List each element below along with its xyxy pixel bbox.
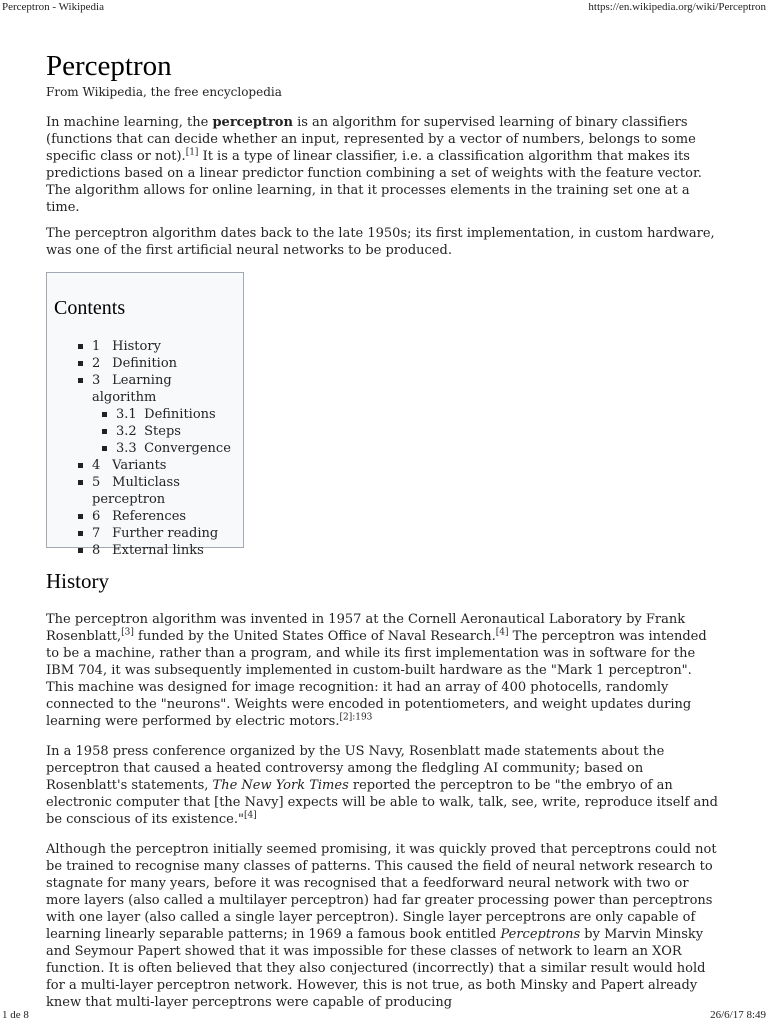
page-number: 1 de 8 [2,1009,29,1021]
toc-title: Contents [54,297,126,319]
toc-item[interactable] [76,355,235,372]
toc-num: 6 [92,509,101,524]
toc-label: Further reading [112,526,219,541]
toc-num: 3 [92,373,101,388]
toc-subitem[interactable] [100,423,235,440]
page-url[interactable]: https://en.wikipedia.org/wiki/Perceptron [588,1,766,13]
ref-4[interactable]: [4] [495,627,509,638]
ref-1[interactable]: [1] [185,147,199,158]
tagline: From Wikipedia, the free encyclopedia [46,85,282,99]
text-run: reported the perceptron to be "the embryo of an electronic computer that [the Navy] expects will be able to walk, talk, see, write, reproduce itself and be conscious of its existence." [46,778,718,827]
history-paragraph-2 [46,743,722,828]
toc-item[interactable] [76,542,235,559]
toc-num: 1 [92,339,101,354]
toc-subitem[interactable] [100,440,235,457]
text-run: funded by the United States Office of Naval Research. [133,629,496,644]
print-timestamp: 26/6/17 8:49 [710,1009,766,1021]
toc-num: 5 [92,475,101,490]
table-of-contents [46,272,244,558]
toc-label: Definitions [144,407,216,422]
text-run: In machine learning, the [46,115,213,130]
toc-item[interactable] [76,338,235,355]
toc-item[interactable] [76,457,235,474]
toc-subitem[interactable] [100,406,235,423]
toc-label: Steps [144,424,181,439]
intro-paragraph-1 [46,114,722,216]
italic-title: Perceptrons [500,927,581,942]
toc-sublist [92,406,235,457]
intro-paragraph-2: The perceptron algorithm dates back to the late 1950s; its first implementation, in custom hardware, was one of the first artificial neural networks to be produced. [46,226,715,258]
history-heading: History [46,569,109,593]
tab-title: Perceptron - Wikipedia [2,1,104,13]
toc-num: 3.2 [116,424,137,439]
ref-3[interactable]: [3] [121,627,134,638]
text-run: is an algorithm for supervised learning of binary classifiers (functions that can decide whether an input, represented by a vector of numbers, belongs to some specific class or not). [46,115,696,164]
text-run: It is a type of linear classifier, i.e. a classification algorithm that makes its predictions based on a linear predictor function combining a set of weights with the feature vector. The algorithm allows for online learning, in that it processes elements in the training set one at a time. [46,149,702,215]
toc-item[interactable] [76,508,235,525]
toc-label: External links [112,543,204,558]
toc-list [54,338,235,559]
ref-4[interactable]: [4] [243,810,257,821]
history-paragraph-1 [46,611,722,730]
article-content [46,48,722,1011]
toc-num: 7 [92,526,101,541]
toc-label: References [112,509,187,524]
text-run: In a 1958 press conference organized by the US Navy, Rosenblatt made statements about the perceptron that caused a heated controversy among the fledgling AI community; based on Rosenblatt's statements, [46,744,665,793]
toc-item[interactable] [76,525,235,542]
toc-label: History [112,339,161,354]
italic-title: The New York Times [212,778,349,793]
toc-label: Variants [112,458,167,473]
text-run: Although the perceptron initially seemed promising, it was quickly proved that perceptrons could not be trained to recognise many classes of patterns. This caused the field of neural network research to stagnate for many years, before it was recognised that a feedforward neural network with two or more layers (also called a multilayer perceptron) had far greater processing power than perceptrons with one layer (also called a single layer perceptron). Single layer perceptrons are only capable of learning linearly separable patterns; in 1969 a famous book entitled [46,842,717,942]
toc-label: Definition [112,356,178,371]
toc-item[interactable] [76,474,235,508]
text-run: The perceptron algorithm was invented in 1957 at the Cornell Aeronautical Laboratory by Frank Rosenblatt, [46,612,686,644]
toc-num: 2 [92,356,101,371]
toc-num: 3.3 [116,441,137,456]
page-title: Perceptron [46,50,172,82]
text-run: by Marvin Minsky and Seymour Papert showed that it was impossible for these classes of network to learn an XOR function. It is often believed that they also conjectured (incorrectly) that a similar result would hold for a multi-layer perceptron network. However, this is not true, as both Minsky and Papert already knew that multi-layer perceptrons were capable of producing [46,927,706,1010]
toc-label: Convergence [144,441,231,456]
toc-num: 3.1 [116,407,137,422]
ref-2[interactable]: [2]:193 [339,712,373,723]
text-run: The perceptron was intended to be a machine, rather than a program, and while its first implementation was in software for the IBM 704, it was subsequently implemented in custom-built hardware as the "Mark 1 perceptron". This machine was designed for image recognition: it had an array of 400 photocells, randomly connected to the "neurons". Weights were encoded in potentiometers, and weight updates during learning were performed by electric motors. [46,629,707,729]
bold-term: perceptron [212,115,293,130]
toc-label: Learning algorithm [92,373,172,405]
toc-item[interactable] [76,372,235,457]
toc-num: 4 [92,458,101,473]
toc-num: 8 [92,543,101,558]
print-footer [0,1008,768,1022]
print-header [0,0,768,14]
toc-label: Multiclass perceptron [92,475,180,507]
history-paragraph-3 [46,841,722,1011]
